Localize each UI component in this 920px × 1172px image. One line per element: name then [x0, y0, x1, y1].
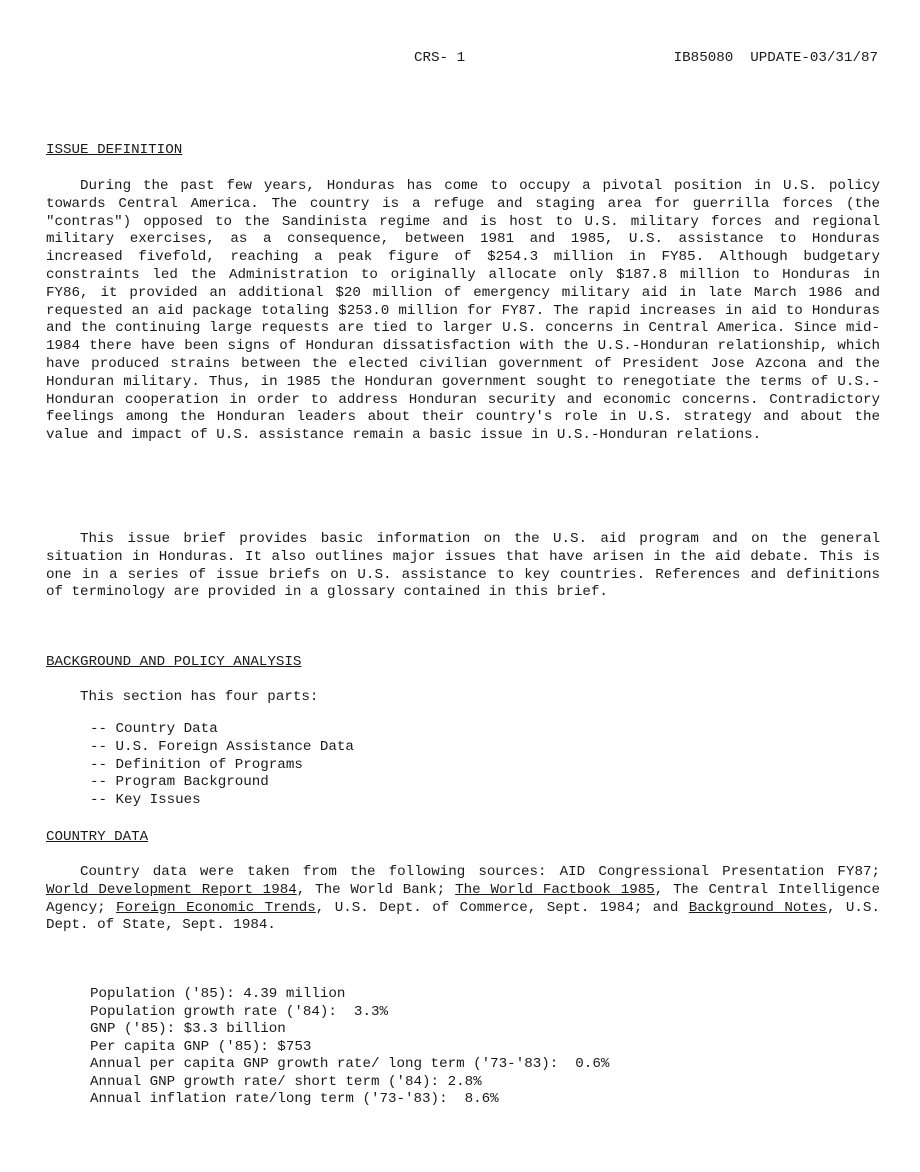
country-data-heading: COUNTRY DATA [46, 829, 149, 845]
list-item: -- Key Issues [90, 792, 201, 809]
list-item: Population ('85): 4.39 million [90, 986, 346, 1002]
list-item: -- Definition of Programs [90, 756, 303, 773]
list-item: Annual inflation rate/long term ('73-'83): 8.6% [90, 1091, 499, 1107]
background-parts-list [90, 721, 354, 810]
page-header [0, 50, 920, 70]
country-data-list [90, 986, 609, 1109]
list-item: Per capita GNP ('85): $753 [90, 1038, 312, 1055]
issue-definition-paragraph-1: During the past few years, Honduras has come to occupy a pivotal position in U.S. policy towards Central America. The country is a refuge and staging area for guerrilla forces (the "contras") opposed to the Sandinista regime and is host to U.S. military forces and regional military exercises, as a consequence, between 1981 and 1985, U.S. assistance to Honduras increased fivefold, reaching a peak figure of $254.3 million in FY85. Although budgetary constraints led the Administration to originally allocate only $187.8 million to Honduras in FY86, it provided an additional $20 million of emergency military aid in late March 1986 and requested an aid package totaling $253.0 million for FY87. The rapid increases in aid to Honduras and the continuing large requests are tied to larger U.S. concerns in Central America. Since mid-1984 there have been signs of Honduran dissatisfaction with the U.S.-Honduran relationship, which have produced strains between the elected civilian government of President Jose Azcona and the Honduran military. Thus, in 1985 the Honduran government sought to renegotiate the terms of U.S.-Honduran cooperation in order to address Honduran security and economic concerns. Contradictory feelings among the Honduran leaders about their country's role in U.S. strategy and about the value and impact of U.S. assistance remain a basic issue in U.S.-Honduran relations. [46, 178, 880, 444]
list-item: GNP ('85): $3.3 billion [90, 1021, 286, 1037]
list-item: -- U.S. Foreign Assistance Data [90, 738, 354, 755]
country-data-sources: Country data were taken from the following sources: AID Congressional Presentation FY87; World Development Report 1984, The World Bank; The World Factbook 1985, The Central Intelligence Agency; Foreign Economic Trends, U.S. Dept. of Commerce, Sept. 1984; and Background Notes, U.S. Dept. of State, Sept. 1984. [46, 864, 880, 934]
list-item: Annual GNP growth rate/ short term ('84): 2.8% [90, 1073, 482, 1090]
background-intro: This section has four parts: [80, 689, 319, 705]
list-item: Population growth rate ('84): 3.3% [90, 1003, 388, 1020]
source-title: World Development Report 1984 [46, 881, 297, 898]
list-item: -- Country Data [90, 721, 218, 737]
issue-definition-paragraph-2: This issue brief provides basic information on the U.S. aid program and on the general situation in Honduras. It also outlines major issues that have arisen in the aid debate. This is one in a series of issue briefs on U.S. assistance to key countries. References and definitions of terminology are provided in a glossary contained in this brief. [46, 531, 880, 601]
document-id: IB85080 UPDATE-03/31/87 [673, 50, 878, 66]
issue-definition-heading: ISSUE DEFINITION [46, 142, 183, 158]
list-item: -- Program Background [90, 774, 269, 791]
list-item: Annual per capita GNP growth rate/ long term ('73-'83): 0.6% [90, 1056, 610, 1072]
source-title: Foreign Economic Trends [116, 899, 316, 916]
background-heading: BACKGROUND AND POLICY ANALYSIS [46, 654, 302, 670]
page-label: CRS- 1 [414, 50, 466, 66]
source-title: The World Factbook 1985 [455, 881, 655, 898]
source-title: Background Notes [688, 899, 827, 916]
